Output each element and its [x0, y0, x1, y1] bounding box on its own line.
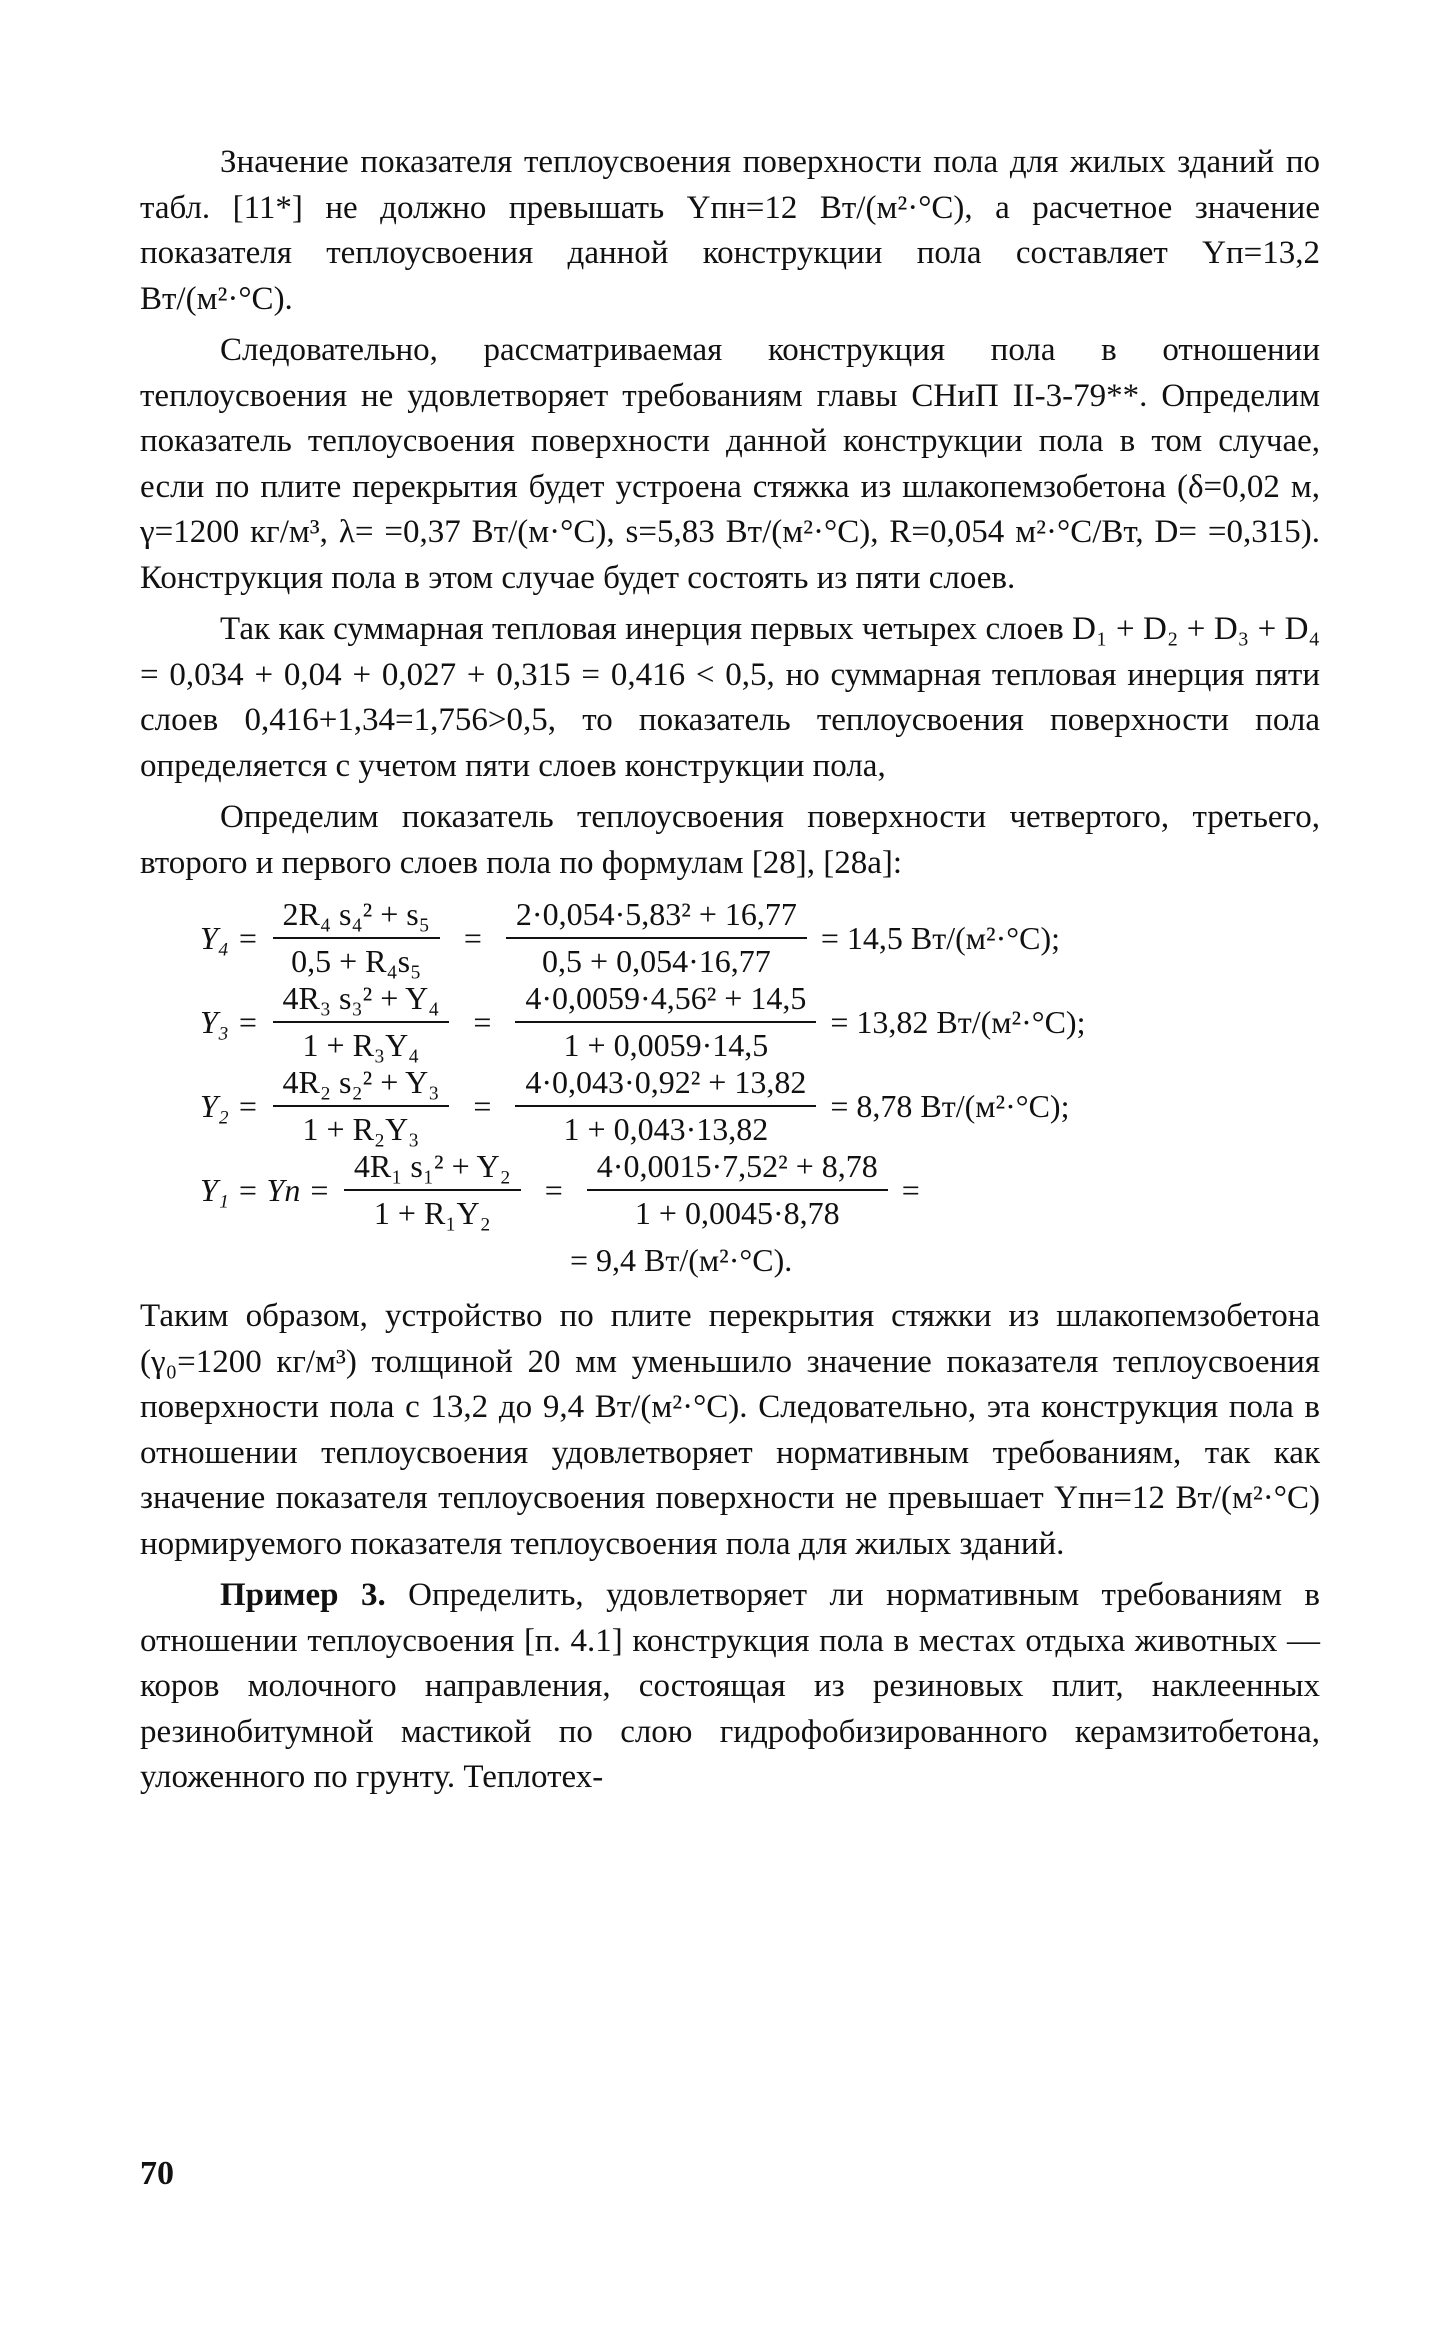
paragraph-conclusion: Таким образом, устройство по плите перекрытия стяжки из шлакопемзобетона (γ₀=1200 кг/м³) толщиной 20 мм уменьшило значение показателя теплоусвоения поверхности пола с 13,2 до 9,4 Вт/(м²·°С). Следовательно, эта конструкция пола в отношении теплоусвоения удовлетворяет нормативным требованиям, так как значение показателя теплоусвоения поверхности не превышает Yпн=12 Вт/(м²·°С) нормируемого показателя теплоусвоения пола для жилых зданий. — [140, 1298, 1320, 1562]
denominator: 1 + 0,0045·8,78 — [634, 1195, 840, 1231]
formula-lhs: Y₃ = — [200, 1003, 259, 1040]
denominator: 0,5 + 0,054·16,77 — [542, 943, 771, 979]
equals-sign: = — [473, 1087, 492, 1124]
fraction — [273, 896, 440, 980]
numerator: 2R₄ s₄² + s₅ — [273, 896, 440, 939]
formula-result: = 13,82 Вт/(м²·°С); — [830, 1003, 1086, 1040]
example-label: Пример 3. — [220, 1577, 386, 1613]
fraction — [515, 1064, 816, 1148]
denominator: 0,5 + R₄s₅ — [291, 943, 422, 979]
numerator: 4R₁ s₁² + Y₂ — [344, 1148, 521, 1191]
denominator: 1 + R₃Y₄ — [302, 1027, 420, 1063]
fraction — [273, 980, 450, 1064]
fraction — [515, 980, 816, 1064]
formula-result: = 14,5 Вт/(м²·°С); — [820, 919, 1060, 956]
denominator: 1 + 0,0059·14,5 — [563, 1027, 769, 1063]
formula-lhs: Y₁ = Yп = — [200, 1171, 330, 1208]
page-content — [140, 140, 1320, 1801]
numerator: 4·0,043·0,92² + 13,82 — [515, 1064, 816, 1107]
formula-y3 — [200, 980, 1320, 1064]
paragraph-1: Значение показателя теплоусвоения поверхности пола для жилых зданий по табл. [11*] не должно превышать Yпн=12 Вт/(м²·°С), а расчетное значение показателя теплоусвоения данной конструкции пола составляет Yп=13,2 Вт/(м²·°С). — [140, 144, 1320, 317]
formula-y2 — [200, 1064, 1320, 1148]
fraction — [273, 1064, 450, 1148]
fraction — [587, 1148, 888, 1232]
formula-block — [140, 896, 1320, 1288]
equals-sign: = — [473, 1003, 492, 1040]
fraction — [344, 1148, 521, 1232]
example-text: Определить, удовлетворяет ли нормативным требованиям в отношении теплоусвоения [п. 4.1] конструкция пола в местах отдыха животных — коров молочного направления, состоящая из резиновых плит, наклеенных резинобитумной мастикой по слою гидрофобизированного керамзитобетона, уложенного по грунту. Теплотех- — [140, 1577, 1321, 1795]
numerator: 4R₂ s₂² + Y₃ — [273, 1064, 450, 1107]
paragraph-3: Так как суммарная тепловая инерция первых четырех слоев D₁ + D₂ + D₃ + D₄ = 0,034 + 0,04 + 0,027 + 0,315 = 0,416 < 0,5, но суммарная тепловая инерция пяти слоев 0,416+1,34=1,756>0,5, то показатель теплоусвоения поверхности пола определяется с учетом пяти слоев конструкции пола, — [140, 611, 1320, 784]
equals-sign: = — [463, 919, 482, 956]
numerator: 2·0,054·5,83² + 16,77 — [506, 896, 807, 939]
page-number: 70 — [140, 2155, 174, 2192]
paragraph-4: Определим показатель теплоусвоения поверхности четвертого, третьего, второго и первого слоев пола по формулам [28], [28а]: — [140, 799, 1320, 881]
numerator: 4·0,0015·7,52² + 8,78 — [587, 1148, 888, 1191]
paragraph-2: Следовательно, рассматриваемая конструкция пола в отношении теплоусвоения не удовлетворяет требованиям главы СНиП II-3-79**. Определим показатель теплоусвоения поверхности данной конструкции пола в том случае, если по плите перекрытия будет устроена стяжка из шлакопемзобетона (δ=0,02 м, γ=1200 кг/м³, λ= =0,37 Вт/(м·°С), s=5,83 Вт/(м²·°С), R=0,054 м²·°С/Вт, D= =0,315). Конструкция пола в этом случае будет состоять из пяти слоев. — [140, 332, 1320, 596]
denominator: 1 + 0,043·13,82 — [563, 1111, 769, 1147]
numerator: 4·0,0059·4,56² + 14,5 — [515, 980, 816, 1023]
denominator: 1 + R₁Y₂ — [373, 1195, 491, 1231]
formula-result: = — [901, 1171, 920, 1208]
formula-lhs: Y₂ = — [200, 1087, 259, 1124]
paragraph-example — [140, 1573, 1320, 1801]
formula-y4 — [200, 896, 1320, 980]
formula-result: = 8,78 Вт/(м²·°С); — [830, 1087, 1070, 1124]
formula-y1 — [200, 1148, 1320, 1232]
formula-lhs: Y₄ = — [200, 919, 259, 956]
numerator: 4R₃ s₃² + Y₄ — [273, 980, 450, 1023]
fraction — [506, 896, 807, 980]
formula-tail: = 9,4 Вт/(м²·°С). — [570, 1241, 793, 1278]
equals-sign: = — [544, 1171, 563, 1208]
denominator: 1 + R₂Y₃ — [302, 1111, 420, 1147]
